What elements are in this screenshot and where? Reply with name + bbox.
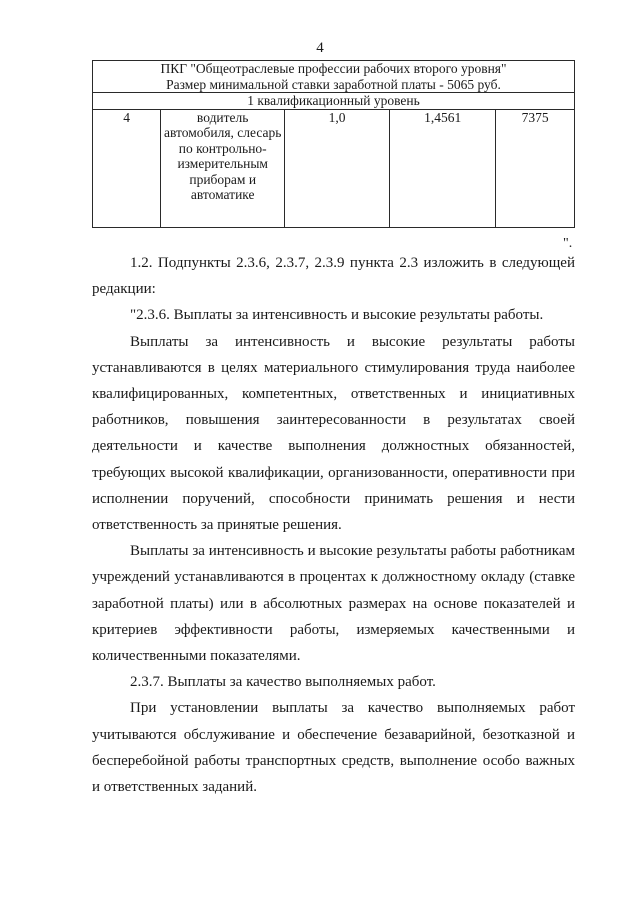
page-number: 4 [316, 40, 324, 56]
row-number-cell: 4 [93, 109, 161, 227]
salary-table [92, 60, 575, 228]
amount-cell: 7375 [496, 109, 575, 227]
paragraph-2-3-7: При установлении выплаты за качество выполняемых работ учитываются обслуживание и обеспечение безаварийной, безотказной и бесперебойной работы транспортных средств, выполнение особо важных и ответственных заданий. [92, 700, 575, 796]
pkg-title: ПКГ "Общеотраслевые профессии рабочих второго уровня" [160, 61, 507, 76]
heading-2-3-7: 2.3.7. Выплаты за качество выполняемых работ. [130, 674, 436, 691]
table-row-level [93, 93, 575, 110]
min-rate: Размер минимальной ставки заработной платы - 5065 руб. [166, 76, 501, 92]
closing-quote-mark: ". [563, 236, 573, 251]
paragraph-2-3-6-b: Выплаты за интенсивность и высокие результаты работы работникам учреждений устанавливаются в процентах к должностному окладу (ставке заработной платы) или в абсолютных размерах на основе показателей и критериев эффективности работы, измеряемых качественными и количественными показателями. [92, 543, 575, 665]
heading-2-3-6: "2.3.6. Выплаты за интенсивность и высокие результаты работы. [130, 307, 544, 324]
coefficient-cell-2: 1,4561 [390, 109, 496, 227]
paragraph-2-3-6-a: Выплаты за интенсивность и высокие результаты работы устанавливаются в целях материального стимулирования труда наиболее квалифицированных, компетентных, ответственных и инициативных работников, повышения заинтересованности в результатах своей деятельности и качестве выполнения должностных обязанностей, требующих высокой квалификации, организованности, оперативности при исполнении поручений, способности принимать решения и нести ответственность за принятые решения. [92, 333, 575, 534]
paragraph-1-2: 1.2. Подпункты 2.3.6, 2.3.7, 2.3.9 пункта 2.3 изложить в следующей редакции: [92, 255, 575, 298]
table-row [93, 109, 575, 227]
table-row-pkg-title [93, 61, 575, 93]
document-body [92, 250, 575, 800]
coefficient-cell: 1,0 [285, 109, 390, 227]
pkg-title-cell [93, 61, 575, 93]
position-cell: водитель автомобиля, слесарь по контрольно-измерительным приборам и автоматике [161, 109, 285, 227]
qualification-level: 1 квалификационный уровень [93, 93, 575, 110]
